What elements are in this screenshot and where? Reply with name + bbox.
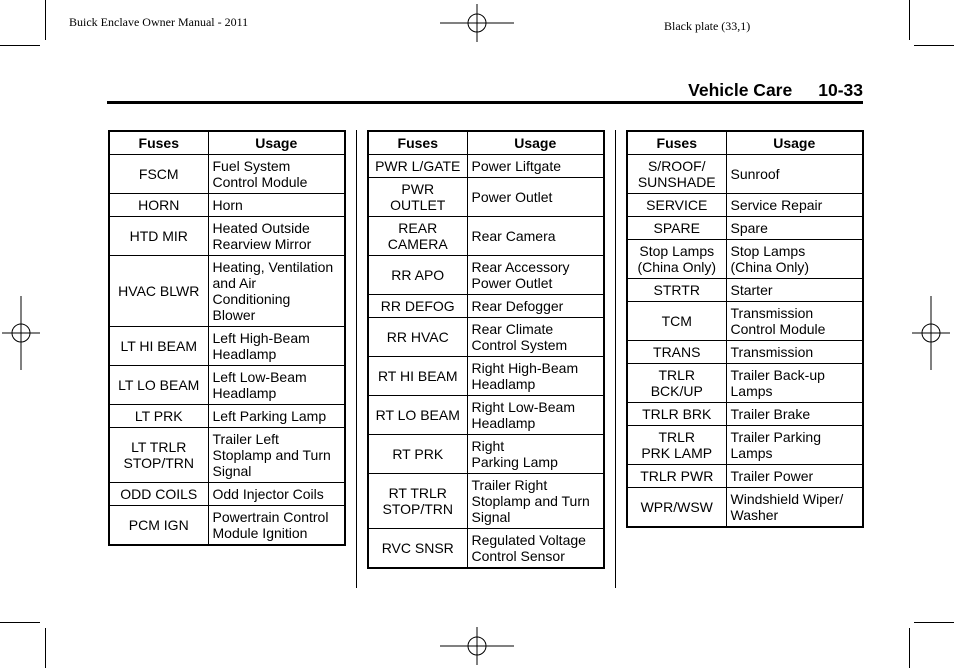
fuse-usage: Trailer Back-up Lamps <box>726 364 863 403</box>
crop-mark-top-right-vertical <box>909 0 910 40</box>
table-row <box>627 488 863 527</box>
fuse-name: REAR CAMERA <box>368 217 467 256</box>
fuse-name: RVC SNSR <box>368 529 467 568</box>
fuse-usage: Left Low-Beam Headlamp <box>208 366 345 405</box>
column-divider-1 <box>356 130 357 588</box>
fuse-usage: Sunroof <box>726 155 863 194</box>
table-row <box>109 256 345 327</box>
fuse-name: RR APO <box>368 256 467 295</box>
fuse-usage: Heated Outside Rearview Mirror <box>208 217 345 256</box>
fuse-usage: Rear Camera <box>467 217 604 256</box>
column-header-fuses: Fuses <box>109 131 208 155</box>
fuse-usage: Trailer Right Stoplamp and Turn Signal <box>467 474 604 529</box>
fuse-usage: Left Parking Lamp <box>208 405 345 428</box>
fuse-name: TRLR PRK LAMP <box>627 426 726 465</box>
fuse-name: TRANS <box>627 341 726 364</box>
table-row <box>627 240 863 279</box>
fuse-usage: Heating, Ventilation and Air Conditioning Blower <box>208 256 345 327</box>
fuse-usage: Right High-Beam Headlamp <box>467 357 604 396</box>
registration-mark-bottom-icon <box>440 627 514 665</box>
fuse-name: S/ROOF/ SUNSHADE <box>627 155 726 194</box>
fuse-usage: Fuel System Control Module <box>208 155 345 194</box>
table-row <box>627 279 863 302</box>
fuse-name: PWR L/GATE <box>368 155 467 178</box>
fuse-name: TRLR BRK <box>627 403 726 426</box>
fuse-name: TCM <box>627 302 726 341</box>
section-heading <box>600 80 863 101</box>
crop-mark-top-left-vertical <box>45 0 46 40</box>
fuse-name: SERVICE <box>627 194 726 217</box>
fuse-usage: Trailer Brake <box>726 403 863 426</box>
column-header-usage: Usage <box>208 131 345 155</box>
fuse-name: LT LO BEAM <box>109 366 208 405</box>
table-row <box>627 155 863 194</box>
column-header-usage: Usage <box>726 131 863 155</box>
table-row <box>627 194 863 217</box>
fuse-name: ODD COILS <box>109 483 208 506</box>
column-header-usage: Usage <box>467 131 604 155</box>
fuse-usage: Transmission <box>726 341 863 364</box>
table-row <box>368 357 604 396</box>
fuse-usage: Rear Climate Control System <box>467 318 604 357</box>
fuse-name: HTD MIR <box>109 217 208 256</box>
fuse-usage: Service Repair <box>726 194 863 217</box>
table-row <box>109 483 345 506</box>
table-row <box>109 217 345 256</box>
fuse-name: FSCM <box>109 155 208 194</box>
fuse-name: PWR OUTLET <box>368 178 467 217</box>
fuse-name: TRLR BCK/UP <box>627 364 726 403</box>
fuse-name: RR HVAC <box>368 318 467 357</box>
crop-mark-bottom-right-vertical <box>909 628 910 668</box>
fuse-usage: Powertrain Control Module Ignition <box>208 506 345 545</box>
table-row <box>627 341 863 364</box>
table-row <box>368 295 604 318</box>
fuse-name: RT PRK <box>368 435 467 474</box>
fuse-name: STRTR <box>627 279 726 302</box>
fuse-name: TRLR PWR <box>627 465 726 488</box>
table-row <box>109 194 345 217</box>
fuse-name: RR DEFOG <box>368 295 467 318</box>
fuse-usage: Regulated Voltage Control Sensor <box>467 529 604 568</box>
table-row <box>109 155 345 194</box>
table-row <box>109 506 345 545</box>
table-row <box>109 405 345 428</box>
fuse-usage: Left High-Beam Headlamp <box>208 327 345 366</box>
table-row <box>368 318 604 357</box>
table-row <box>368 256 604 295</box>
registration-mark-top-icon <box>440 4 514 42</box>
table-row <box>627 302 863 341</box>
table-row <box>109 366 345 405</box>
header-rule <box>107 101 863 104</box>
crop-mark-top-right-horizontal <box>914 45 954 46</box>
table-row <box>368 435 604 474</box>
fuse-table-1 <box>108 130 346 546</box>
table-row <box>368 217 604 256</box>
fuse-usage: Power Outlet <box>467 178 604 217</box>
crop-mark-bottom-right-horizontal <box>914 622 954 623</box>
manual-title: Buick Enclave Owner Manual - 2011 <box>69 15 249 29</box>
fuse-name: SPARE <box>627 217 726 240</box>
column-divider-2 <box>615 130 616 588</box>
fuse-name: HVAC BLWR <box>109 256 208 327</box>
table-row <box>368 474 604 529</box>
fuse-name: RT TRLR STOP/TRN <box>368 474 467 529</box>
fuse-name: LT HI BEAM <box>109 327 208 366</box>
fuse-name: HORN <box>109 194 208 217</box>
fuse-name: RT LO BEAM <box>368 396 467 435</box>
fuse-name: WPR/WSW <box>627 488 726 527</box>
column-header-fuses: Fuses <box>627 131 726 155</box>
fuse-usage: Spare <box>726 217 863 240</box>
table-row <box>368 178 604 217</box>
fuse-usage: Rear Accessory Power Outlet <box>467 256 604 295</box>
fuse-usage: Right Parking Lamp <box>467 435 604 474</box>
fuse-usage: Starter <box>726 279 863 302</box>
fuse-usage: Rear Defogger <box>467 295 604 318</box>
fuse-usage: Power Liftgate <box>467 155 604 178</box>
column-header-fuses: Fuses <box>368 131 467 155</box>
table-row <box>368 155 604 178</box>
fuse-table-2 <box>367 130 605 569</box>
fuse-usage: Transmission Control Module <box>726 302 863 341</box>
plate-label: Black plate (33,1) <box>664 19 751 33</box>
fuse-usage: Right Low-Beam Headlamp <box>467 396 604 435</box>
fuse-name: RT HI BEAM <box>368 357 467 396</box>
crop-mark-bottom-left-vertical <box>45 628 46 668</box>
table-row <box>627 217 863 240</box>
table-row <box>627 465 863 488</box>
page-number: 10-33 <box>818 80 863 100</box>
registration-mark-right-icon <box>912 296 950 370</box>
table-row <box>368 396 604 435</box>
fuse-usage: Trailer Power <box>726 465 863 488</box>
table-row <box>109 428 345 483</box>
fuse-usage: Horn <box>208 194 345 217</box>
registration-mark-left-icon <box>2 296 40 370</box>
fuse-name: PCM IGN <box>109 506 208 545</box>
fuse-table-3 <box>626 130 864 528</box>
fuse-name: Stop Lamps (China Only) <box>627 240 726 279</box>
fuse-usage: Windshield Wiper/ Washer <box>726 488 863 527</box>
crop-mark-top-left-horizontal <box>0 45 40 46</box>
fuse-usage: Stop Lamps (China Only) <box>726 240 863 279</box>
fuse-name: LT PRK <box>109 405 208 428</box>
fuse-usage: Odd Injector Coils <box>208 483 345 506</box>
table-row <box>627 364 863 403</box>
table-row <box>368 529 604 568</box>
fuse-name: LT TRLR STOP/TRN <box>109 428 208 483</box>
crop-mark-bottom-left-horizontal <box>0 622 40 623</box>
fuse-usage: Trailer Left Stoplamp and Turn Signal <box>208 428 345 483</box>
section-title: Vehicle Care <box>688 80 793 100</box>
table-row <box>627 426 863 465</box>
fuse-usage: Trailer Parking Lamps <box>726 426 863 465</box>
table-row <box>627 403 863 426</box>
table-row <box>109 327 345 366</box>
